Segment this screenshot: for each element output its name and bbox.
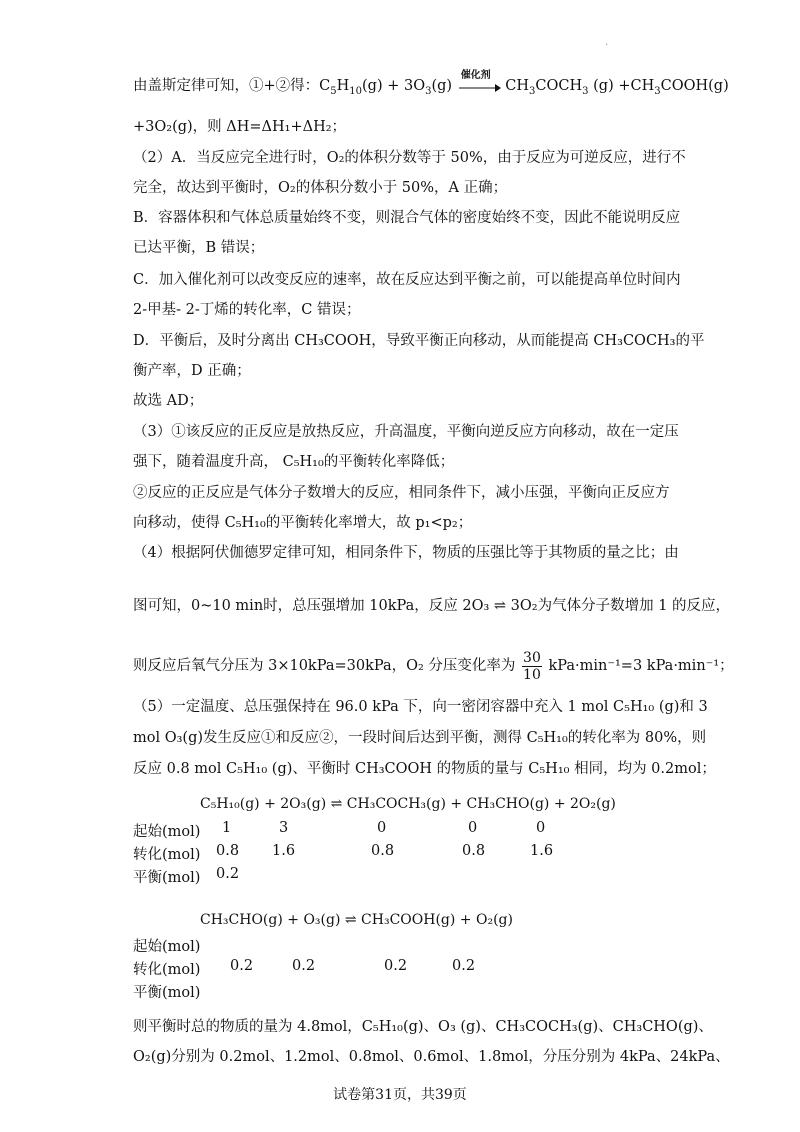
text-line-23: O₂(g)分别为 0.2mol、1.2mol、0.8mol、0.6mol、1.8mol，分压分别为 4kPa、24kPa、 <box>133 1049 730 1065</box>
table1-start-c5h10: 1 <box>222 820 232 836</box>
table2-equation: CH₃CHO(g) + O₃(g) ⇌ CH₃COOH(g) + O₂(g) <box>200 912 513 928</box>
text-line-12: （3）①该反应的正反应是放热反应，升高温度，平衡向逆反应方向移动，故在一定压 <box>133 424 679 440</box>
text-line-20: mol O₃(g)发生反应①和反应②，一段时间后达到平衡，测得 C₅H₁₀的转化率为 80%，则 <box>133 730 707 746</box>
line1-text-i: CH <box>505 78 530 94</box>
table1-eq-c5h10: 0.2 <box>216 866 240 882</box>
table2-change-o3: 0.2 <box>292 958 316 974</box>
table1-label-start: 起始(mol) <box>133 824 201 840</box>
text-line-17: 图可知，0~10 min时，总压强增加 10kPa，反应 2O₃ ⇌ 3O₂为气体分子数增加 1 的反应， <box>133 598 731 614</box>
text-line-10: 衡产率，D 正确； <box>133 363 251 379</box>
line1-text-a: 由盖斯定律可知，①+②得：C <box>133 78 331 94</box>
text-line-14: ②反应的正反应是气体分子数增大的反应，相同条件下，减小压强，平衡向正反应方 <box>133 485 670 501</box>
table2-change-ch3cooh: 0.2 <box>384 958 408 974</box>
table1-change-ch3cho: 0.8 <box>462 843 486 859</box>
text-line-21: 反应 0.8 mol C₅H₁₀ (g)、平衡时 CH₃COOH 的物质的量与 C₅H₁₀ 相同，均为 0.2mol； <box>133 761 716 777</box>
table1-change-ch3coch3: 0.8 <box>371 843 395 859</box>
line1-sub-l: 3 <box>582 85 589 97</box>
line1-sub-b: 5 <box>330 85 337 97</box>
text-line-4: 完全，故达到平衡时，O₂的体积分数小于 50%，A 正确； <box>133 180 508 196</box>
table1-start-o3: 3 <box>279 820 289 836</box>
text-line-22: 则平衡时总的物质的量为 4.8mol，C₅H₁₀(g)、O₃ (g)、CH₃COCH₃(g)、CH₃CHO(g)、 <box>133 1019 713 1035</box>
text-line-5: B．容器体积和气体总质量始终不变，则混合气体的密度始终不变，因此不能说明反应 <box>133 210 681 226</box>
line18-text-b: kPa·min⁻¹=3 kPa·min⁻¹； <box>548 658 734 674</box>
page-footer: 试卷第31页，共39页 <box>333 1087 467 1103</box>
text-line-8: 2-甲基- 2-丁烯的转化率，C 错误； <box>133 302 361 318</box>
catalyst-label: 催化剂 <box>460 70 491 81</box>
line1-text-m: (g) +CH <box>588 78 655 94</box>
table1-change-c5h10: 0.8 <box>216 843 240 859</box>
line1-text-c: H <box>336 78 350 94</box>
catalyst-arrow <box>457 70 501 96</box>
line1-text-k: COCH <box>535 78 583 94</box>
text-line-3: （2）A．当反应完全进行时，O₂的体积分数等于 50%，由于反应为可逆反应，进行不 <box>133 150 686 166</box>
text-line-6: 已达平衡，B 错误； <box>133 240 265 256</box>
text-line-9: D．平衡后，及时分离出 CH₃COOH，导致平衡正向移动，从而能提高 CH₃COCH₃的平 <box>133 333 705 349</box>
text-line-15: 向移动，使得 C₅H₁₀的平衡转化率增大，故 p₁<p₂； <box>133 515 473 531</box>
line1-text-e: (g) + 3O <box>362 78 426 94</box>
line1-sub-d: 10 <box>349 85 363 97</box>
line1-text-g: (g) <box>431 78 453 94</box>
table2-label-start: 起始(mol) <box>133 939 201 955</box>
text-line-2: +3O₂(g)，则 ΔH=ΔH₁+ΔH₂； <box>133 119 347 135</box>
table1-label-equilibrium: 平衡(mol) <box>133 870 201 886</box>
reaction-arrow-icon <box>457 76 501 96</box>
text-line-18 <box>133 648 734 684</box>
fraction-numerator: 30 <box>523 649 541 666</box>
line1-text-o: COOH(g) <box>660 78 729 94</box>
line18-text-a: 则反应后氧气分压为 3×10kPa=30kPa，O₂ 分压变化率为 <box>133 658 516 674</box>
line1-sub-n: 3 <box>654 85 661 97</box>
table1-equation: C₅H₁₀(g) + 2O₃(g) ⇌ CH₃COCH₃(g) + CH₃CHO(g) + 2O₂(g) <box>200 796 616 812</box>
table2-label-equilibrium: 平衡(mol) <box>133 985 201 1001</box>
table1-start-ch3coch3: 0 <box>377 820 387 836</box>
table1-start-ch3cho: 0 <box>468 820 478 836</box>
corner-mark: · <box>605 40 609 51</box>
text-line-11: 故选 AD； <box>133 393 204 409</box>
fraction <box>522 650 542 683</box>
table1-start-o2: 0 <box>536 820 546 836</box>
table1-label-change: 转化(mol) <box>133 847 201 863</box>
table1-change-o2: 1.6 <box>530 843 554 859</box>
fraction-denominator: 10 <box>523 666 541 683</box>
text-line-19: （5）一定温度、总压强保持在 96.0 kPa 下，向一密闭容器中充入 1 mol C₅H₁₀ (g)和 3 <box>133 699 708 715</box>
text-line-16: （4）根据阿伏伽德罗定律可知，相同条件下，物质的压强比等于其物质的量之比；由 <box>133 545 679 561</box>
text-line-13: 强下，随着温度升高， C₅H₁₀的平衡转化率降低； <box>133 454 455 470</box>
table2-label-change: 转化(mol) <box>133 962 201 978</box>
table2-change-o2: 0.2 <box>452 958 476 974</box>
line1-sub-f: 3 <box>425 85 432 97</box>
table2-change-ch3cho: 0.2 <box>230 958 254 974</box>
text-line-1 <box>133 70 729 102</box>
text-line-7: C．加入催化剂可以改变反应的速率，故在反应达到平衡之前，可以能提高单位时间内 <box>133 272 681 288</box>
line1-sub-j: 3 <box>529 85 536 97</box>
table1-change-o3: 1.6 <box>272 843 296 859</box>
